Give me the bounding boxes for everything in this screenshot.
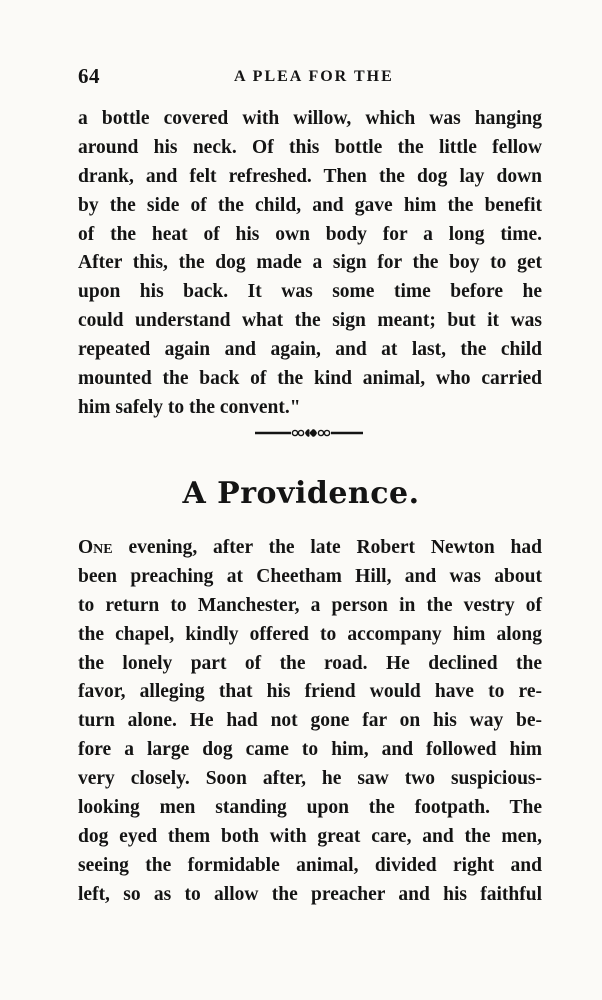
text-line-first (78, 534, 542, 563)
drop-word: One (78, 537, 113, 558)
text-line: seeing the formidable animal, divided right and (78, 854, 542, 876)
text-line: to return to Manchester, a person in the vestry of (78, 594, 542, 616)
section-title: A Providence. (182, 476, 420, 511)
text-line: looking men standing upon the footpath. The (78, 797, 542, 819)
page-number: 64 (78, 64, 100, 88)
body-text-providence (78, 534, 542, 910)
text-line: very closely. Soon after, he saw two suspicious- (78, 768, 542, 790)
text-line: mounted the back of the kind animal, who carried (78, 368, 542, 390)
text-line: dog eyed them both with great care, and the men, (78, 825, 542, 847)
running-head: A PLEA FOR THE (234, 68, 394, 85)
text-line: left, so as to allow the preacher and his faithful (78, 883, 542, 905)
section-divider-ornament (255, 426, 363, 440)
text-line: After this, the dog made a sign for the boy to get (78, 252, 542, 274)
text-line: could understand what the sign meant; but it was (78, 310, 542, 332)
text-line: repeated again and again, and at last, the child (78, 339, 542, 361)
body-text-previous-story (78, 105, 542, 423)
text-line: drank, and felt refreshed. Then the dog lay down (78, 165, 542, 187)
page-header (78, 64, 542, 90)
text-line: by the side of the child, and gave him the benefit (78, 194, 542, 216)
first-line-text: evening, after the late Robert Newton had (112, 537, 542, 558)
text-line: fore a large dog came to him, and followed him (78, 739, 542, 761)
text-line: him safely to the convent." (78, 396, 301, 418)
text-line: a bottle covered with willow, which was hanging (78, 108, 542, 129)
text-line: around his neck. Of this bottle the little fellow (78, 136, 542, 158)
text-line: upon his back. It was some time before he (78, 281, 542, 303)
text-line: favor, alleging that his friend would have to re- (78, 681, 542, 703)
text-line: been preaching at Cheetham Hill, and was about (78, 565, 542, 587)
text-line: turn alone. He had not gone far on his way be- (78, 710, 542, 732)
text-line: the chapel, kindly offered to accompany him along (78, 623, 542, 645)
text-line: of the heat of his own body for a long time. (78, 223, 542, 245)
text-line: the lonely part of the road. He declined the (78, 652, 542, 674)
